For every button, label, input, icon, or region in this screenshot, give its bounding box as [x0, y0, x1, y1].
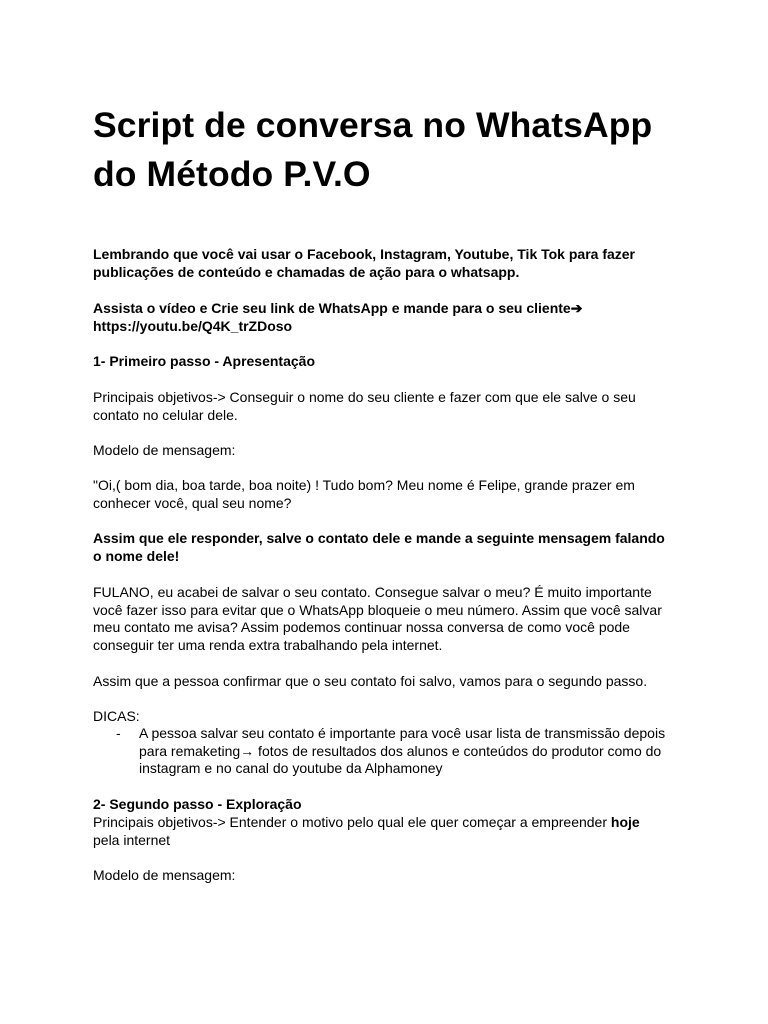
followup-line-3: meu contato me avisa? Assim podemos continuar nossa conversa de como você pode	[93, 619, 630, 636]
intro-line-1: Lembrando que você vai usar o Facebook, Instagram, Youtube, Tik Tok para fazer	[93, 246, 636, 262]
step1-instruction-line-1: Assim que ele responder, salve o contato dele e mande a seguinte mensagem falando	[93, 530, 665, 546]
arrow-right-icon: ➔	[570, 300, 583, 316]
followup-line-2: você fazer isso para evitar que o WhatsApp bloqueie o meu número. Assim que você salvar	[93, 601, 662, 618]
title-line-2: do Método P.V.O	[93, 154, 371, 194]
step2-objectives	[93, 814, 693, 849]
step1-instruction-line-2: o nome dele!	[93, 547, 180, 564]
step1-instruction	[93, 530, 693, 565]
followup-line-4: conseguir ter uma renda extra trabalhando pela internet.	[93, 636, 443, 653]
tip-line-2b: fotos de resultados dos alunos e conteúdos do produtor como do	[254, 742, 662, 759]
step1-objectives-line-1: Principais objetivos-> Conseguir o nome do seu cliente e fazer com que ele salve o seu	[93, 389, 636, 405]
intro-paragraph	[93, 246, 693, 281]
video-paragraph	[93, 300, 693, 335]
intro-line-2: publicações de conteúdo e chamadas de ação para o whatsapp.	[93, 263, 520, 280]
tips-list	[93, 725, 693, 779]
step1-followup-message	[93, 584, 693, 654]
step1-objectives-line-2: contato no celular dele.	[93, 406, 238, 423]
video-link[interactable]: https://youtu.be/Q4K_trZDoso	[93, 317, 293, 334]
document-title	[93, 101, 693, 199]
step1-confirm: Assim que a pessoa confirmar que o seu contato foi salvo, vamos para o segundo passo.	[93, 673, 648, 689]
step1-objectives	[93, 389, 693, 424]
tips-label: DICAS:	[93, 708, 140, 724]
step2-model-label: Modelo de mensagem:	[93, 867, 236, 883]
tip-line-3: instagram e no canal do youtube da Alphamoney	[139, 760, 443, 777]
step2-objectives-line-2: pela internet	[93, 831, 171, 848]
step1-heading: 1- Primeiro passo - Apresentação	[93, 353, 316, 369]
step2-objectives-bold: hoje	[610, 814, 640, 830]
step2-heading: 2- Segundo passo - Exploração	[93, 796, 302, 812]
followup-line-1: FULANO, eu acabei de salvar o seu contato. Consegue salvar o meu? É muito importante	[93, 584, 652, 600]
arrow-right-icon: →	[240, 742, 255, 759]
tip-line-2a: para remaketing	[139, 742, 241, 759]
step1-message	[93, 477, 693, 512]
step1-model-label: Modelo de mensagem:	[93, 442, 236, 458]
tip-line-1: A pessoa salvar seu contato é importante para você usar lista de transmissão depois	[139, 725, 666, 741]
list-bullet-dash: -	[116, 725, 121, 741]
step1-message-line-2: conhecer você, qual seu nome?	[93, 494, 292, 511]
step2-objectives-line-1a: Principais objetivos-> Entender o motivo pelo qual ele quer começar a empreender	[93, 814, 611, 830]
video-line-1: Assista o vídeo e Crie seu link de WhatsApp e mande para o seu cliente	[93, 300, 571, 316]
step1-message-line-1: "Oi,( bom dia, boa tarde, boa noite) ! Tudo bom? Meu nome é Felipe, grande prazer em	[93, 477, 635, 493]
list-item	[139, 725, 699, 778]
title-line-1: Script de conversa no WhatsApp	[93, 105, 653, 145]
